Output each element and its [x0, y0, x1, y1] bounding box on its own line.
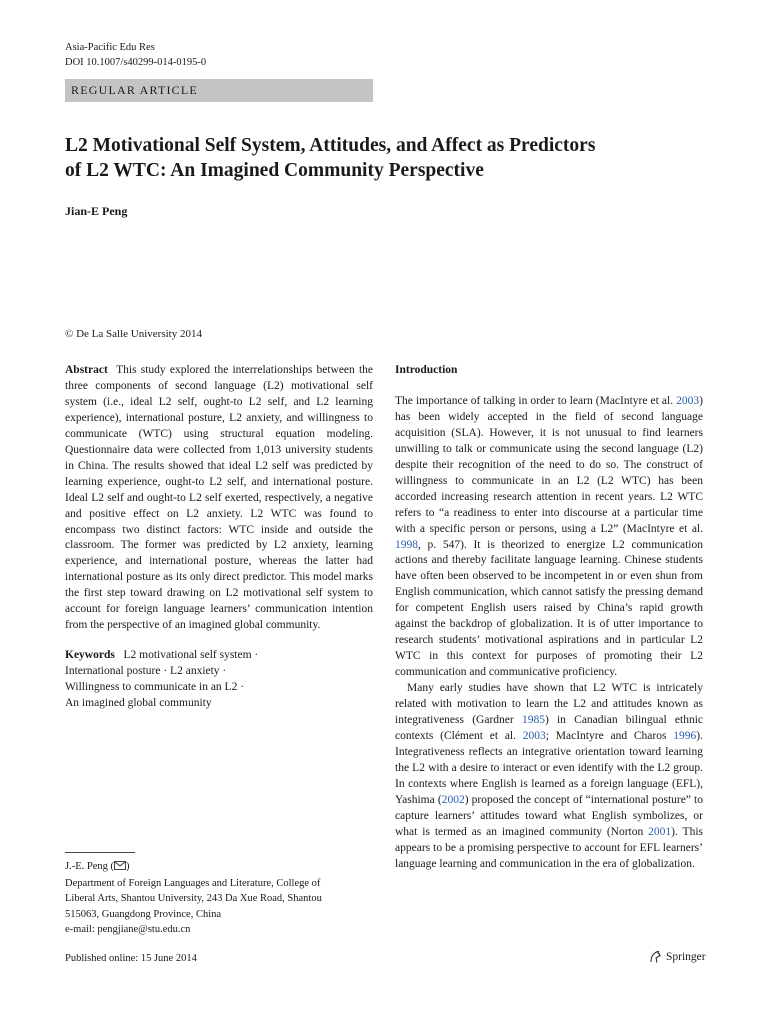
citation-link[interactable]: 2002 — [441, 793, 465, 806]
text-run: , p. 547). It is theorized to energize L2 communication actions and thereby facilitate language learning. Chinese students have often been observed to be incompetent in or even shun from English communication, which cannot satisfy the pressing demand for competent English users raised by China’s rapid growth against the backdrop of globalization. It is of utter importance to research students’ motivational aspirations and in particular L2 WTC in this context for purposes of promoting their L2 communication and communicative proficiency. — [395, 538, 703, 679]
correspondent-name: J.-E. Peng ( — [65, 861, 114, 872]
journal-doi: DOI 10.1007/s40299-014-0195-0 — [65, 57, 207, 68]
introduction-column — [395, 363, 703, 873]
citation-link[interactable]: 2003 — [676, 394, 700, 407]
title-line-1: L2 Motivational Self System, Attitudes, and Affect as Predictors — [65, 135, 596, 156]
introduction-paragraph-2 — [395, 681, 703, 872]
keyword-line-2: International posture · L2 anxiety · — [65, 665, 227, 678]
introduction-heading: Introduction — [395, 364, 458, 376]
publisher-logo — [648, 950, 706, 964]
footnote-divider — [65, 852, 135, 853]
affiliation-line-2: Liberal Arts, Shantou University, 243 Da Xue Road, Shantou — [65, 893, 322, 904]
text-run: ) in Canadian bilingual ethnic contexts (Clément et al. — [395, 714, 704, 742]
publisher-name: Springer — [666, 951, 706, 963]
abstract-column — [65, 363, 373, 712]
keyword-line-1: L2 motivational self system · — [123, 649, 259, 662]
springer-horse-icon — [648, 950, 662, 964]
keyword-line-3: Willingness to communicate in an L2 · — [65, 681, 245, 694]
published-date: Published online: 15 June 2014 — [65, 953, 197, 964]
citation-link[interactable]: 1998 — [395, 538, 418, 551]
text-run: ) has been widely accepted in the field of second language acquisition (SLA). However, it is not unusual to find learners unwilling to talk or communicate using the second language (L2) despite their recognition of the need to do so. The construct of willingness to communicate in an L2 (L2 WTC) has been accorded increasing research attention in recent years. L2 WTC refers to “a readiness to enter into discourse at a particular time with a specific person or persons, using a L2” (MacIntyre et al. — [395, 394, 703, 535]
correspondent-email[interactable]: e-mail: pengjiane@stu.edu.cn — [65, 924, 191, 935]
text-run: ) — [126, 861, 130, 872]
citation-link[interactable]: 1996 — [673, 729, 697, 742]
introduction-paragraph-1 — [395, 394, 703, 681]
citation-link[interactable]: 1985 — [521, 714, 545, 727]
title-line-2: of L2 WTC: An Imagined Community Perspective — [65, 160, 484, 181]
keywords — [65, 648, 373, 712]
article-type-banner: REGULAR ARTICLE — [65, 79, 373, 102]
envelope-icon[interactable] — [114, 860, 126, 876]
keywords-label: Keywords — [65, 649, 115, 662]
affiliation-line-3: 515063, Guangdong Province, China — [65, 908, 222, 920]
author-name: Jian-E Peng — [65, 204, 128, 218]
text-run: ) proposed the concept of “international posture” to capture learners’ attitudes toward what English symbolizes, or what is termed as an imagined community (Norton — [395, 793, 703, 838]
keyword-line-4: An imagined global community — [65, 697, 212, 710]
text-run: Many early studies have shown that L2 WTC is intricately related with motivation to learn the L2 and attitudes known as integrativeness (Gardner — [395, 682, 703, 727]
citation-link[interactable]: 2001 — [648, 825, 672, 838]
affiliation-line-1: Department of Foreign Languages and Literature, College of — [65, 877, 321, 889]
text-run: ). Integrativeness reflects an integrative orientation toward learning the L2 with a desire to interact or even identify with the L2 group. In contexts where English is learned as a foreign language (EFL), Yashima ( — [395, 729, 703, 806]
journal-header — [65, 40, 206, 70]
text-run: ; MacIntyre and Charos — [545, 729, 674, 742]
text-run: The importance of talking in order to learn (MacIntyre et al. — [395, 394, 677, 407]
abstract-label: Abstract — [65, 364, 108, 376]
abstract-text: This study explored the interrelationships between the three components of second language (L2) motivational self system (i.e., ideal L2 self, ought-to L2 self, and L2 learning experience), international posture, L2 anxiety, and willingness to communicate (WTC) using structural equation modeling. Questionnaire data were collected from 1,013 university students in China. The results showed that ideal L2 self was predicted by learning experience, ought-to L2 self, and international posture. Ideal L2 self and ought-to L2 self exerted, respectively, a negative and positive effect on L2 anxiety. L2 WTC was found to encompass two distinct factors: WTC inside and outside the classroom. The former was predicted by L2 anxiety, learning experience, and international posture, whereas the latter had international posture as its only direct predictor. This model marks the first step toward drawing on L2 motivational self system to account for foreign language learners’ communication intention from the perspective of an imagined global community. — [65, 364, 374, 632]
article-title — [65, 133, 705, 183]
text-run: ). This appears to be a promising perspective to account for EFL learners’ language learning and communication in the era of globalization. — [395, 825, 703, 870]
journal-name: Asia-Pacific Edu Res — [65, 42, 155, 53]
abstract — [65, 363, 373, 634]
correspondence-block — [65, 859, 373, 938]
copyright-notice: © De La Salle University 2014 — [65, 328, 202, 340]
citation-link[interactable]: 2003 — [522, 729, 546, 742]
